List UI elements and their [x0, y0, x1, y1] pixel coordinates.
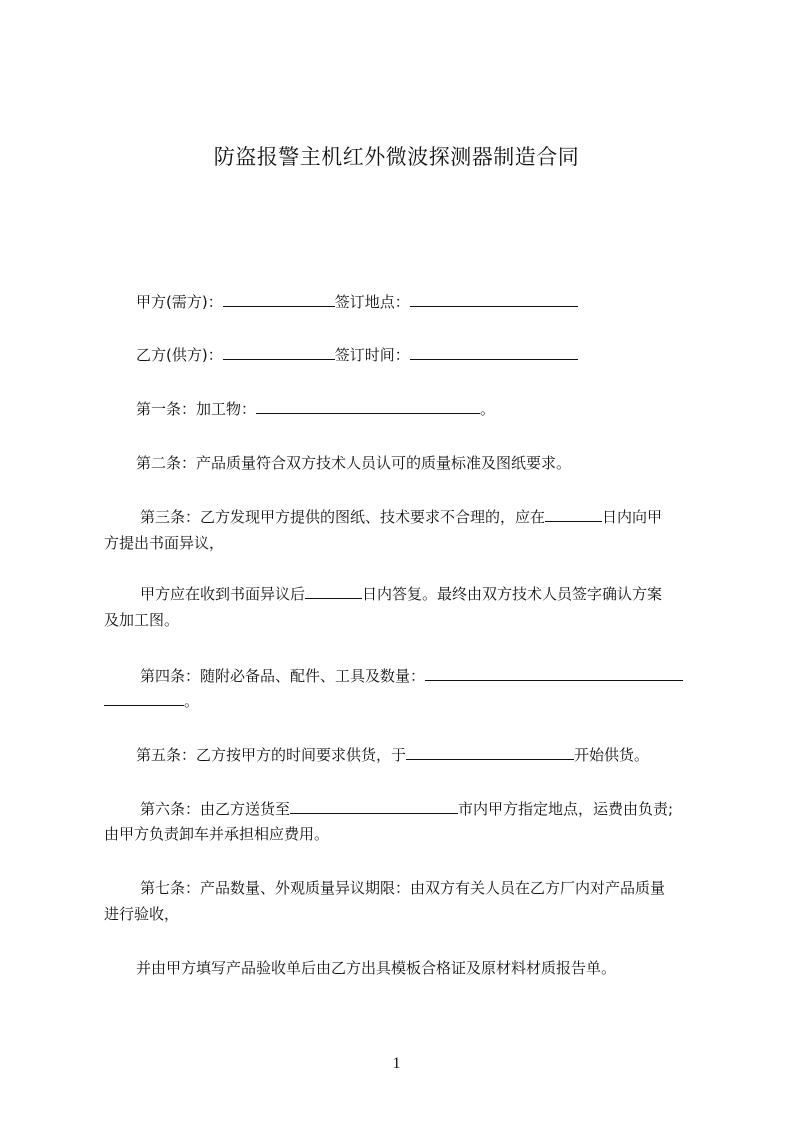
article-5: [136, 745, 649, 765]
article-3-line-2: [104, 533, 224, 553]
party-a-blank[interactable]: [223, 292, 335, 307]
sign-place-blank[interactable]: [410, 292, 578, 307]
page-number: 1: [392, 1055, 401, 1072]
article-7b: [136, 958, 616, 978]
party-b-line: [136, 345, 578, 365]
article-6-text-b: 市内甲方指定地点，运费由负责;: [458, 800, 674, 818]
article-5-text-a: 第五条：乙方按甲方的时间要求供货，于: [136, 746, 407, 764]
article-6-text-c: 由甲方负责卸车并承担相应费用。: [104, 825, 330, 843]
article-7-line-1: [140, 878, 665, 898]
party-a-line: [136, 292, 578, 312]
article-6-text-a: 第六条：由乙方送货至: [140, 800, 291, 818]
supply-start-blank[interactable]: [406, 745, 574, 760]
article-1-end: 。: [480, 400, 496, 418]
article-1: [136, 399, 495, 419]
accessories-blank-1[interactable]: [425, 666, 683, 681]
article-5-text-b: 开始供货。: [574, 746, 650, 764]
page-title: 防盗报警主机红外微波探测器制造合同: [213, 145, 580, 169]
article-7-text-b: 进行验收，: [104, 905, 180, 923]
party-b-blank[interactable]: [223, 345, 335, 360]
sign-place-label: 签订地点：: [334, 293, 410, 311]
article-2: [136, 453, 571, 473]
article-7-line-2: [104, 904, 179, 924]
reply-days-blank[interactable]: [305, 584, 362, 599]
article-3-text-c: 方提出书面异议，: [104, 534, 225, 552]
article-3-text-b: 日内向甲: [602, 508, 663, 526]
article-3-text-a: 第三条：乙方发现甲方提供的图纸、技术要求不合理的，应在: [140, 508, 546, 526]
article-4-line-1: [140, 666, 683, 686]
article-3b-line-1: [140, 584, 662, 604]
article-3-line-1: [140, 507, 662, 527]
article-4-end: 。: [184, 692, 200, 710]
objection-days-blank[interactable]: [545, 507, 602, 522]
accessories-blank-2[interactable]: [104, 691, 184, 706]
article-6-line-1: [140, 799, 673, 819]
sign-time-blank[interactable]: [410, 345, 578, 360]
article-6-line-2: [104, 824, 329, 844]
sign-time-label: 签订时间：: [334, 346, 410, 364]
delivery-city-blank[interactable]: [290, 799, 458, 814]
article-3b-text-a: 甲方应在收到书面异议后: [140, 585, 306, 603]
article-3b-text-b: 日内答复。最终由双方技术人员签字确认方案: [362, 585, 663, 603]
article-4-line-2: [104, 691, 199, 711]
article-7b-text: 并由甲方填写产品验收单后由乙方出具模板合格证及原材料材质报告单。: [136, 959, 617, 977]
article-1-text: 第一条：加工物：: [136, 400, 257, 418]
article-2-text: 第二条：产品质量符合双方技术人员认可的质量标准及图纸要求。: [136, 454, 572, 472]
processed-item-blank[interactable]: [256, 399, 480, 414]
article-3b-line-2: [104, 610, 179, 630]
party-a-label: 甲方(需方)：: [136, 293, 223, 311]
article-7-text-a: 第七条：产品数量、外观质量异议期限：由双方有关人员在乙方厂内对产品质量: [140, 879, 666, 897]
article-3b-text-c: 及加工图。: [104, 611, 180, 629]
article-4-text: 第四条：随附必备品、配件、工具及数量：: [140, 667, 426, 685]
party-b-label: 乙方(供方)：: [136, 346, 223, 364]
